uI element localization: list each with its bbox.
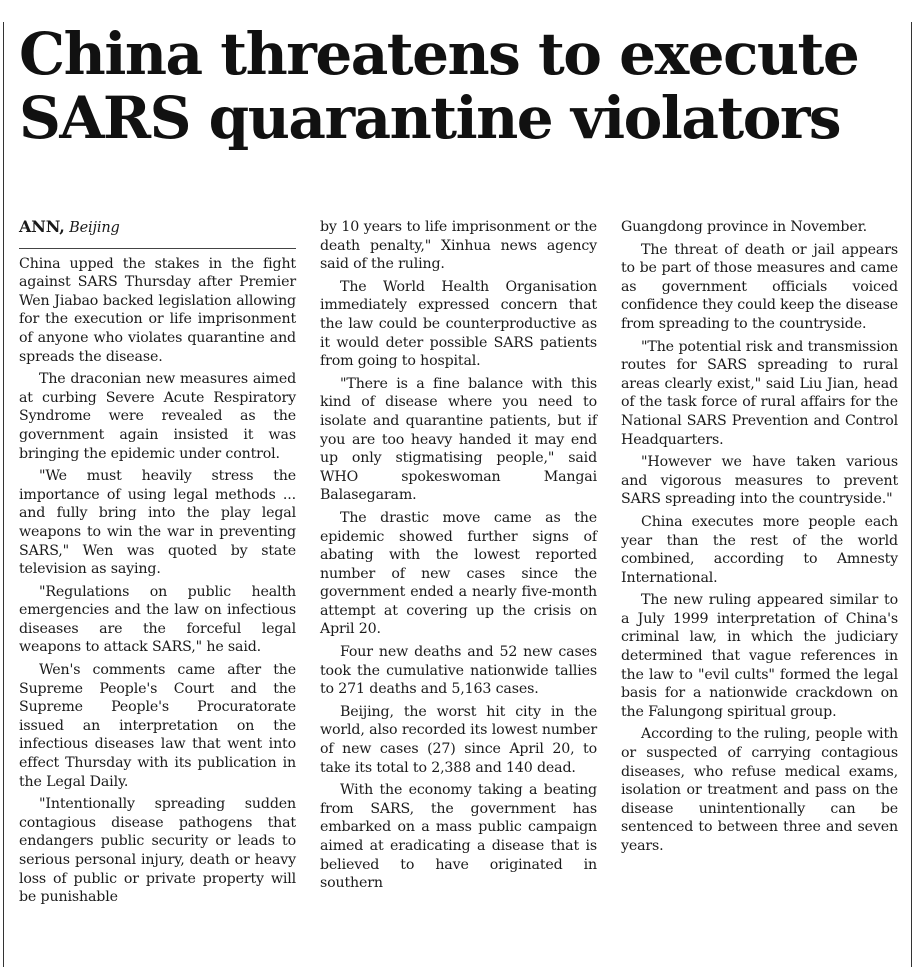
- paragraph: Beijing, the worst hit city in the world, also recorded its lowest number of new cases (27) since April 20, to take its total to 2,388 and 140 dead.: [320, 703, 597, 776]
- paragraph: With the economy taking a beating from SARS, the government has embarked on a mass public campaign aimed at eradicating a disease that is believed to have originated in southern: [320, 782, 597, 892]
- paragraph: China upped the stakes in the fight against SARS Thursday after Premier Wen Jiabao backed legislation allowing for the execution or life imprisonment of anyone who violates quarantine and spreads the disease.: [19, 255, 296, 365]
- article-column-1: [19, 218, 296, 911]
- paragraph: The threat of death or jail appears to be part of those measures and came as government officials voiced confidence they could keep the disease from spreading to the countryside.: [621, 241, 898, 332]
- paragraph: The World Health Organisation immediately expressed concern that the law could be counterproductive as it would deter possible SARS patients from going to hospital.: [320, 278, 597, 370]
- paragraph: The drastic move came as the epidemic showed further signs of abating with the lowest reported number of new cases since the government ended a nearly five-month attempt at covering up the crisis on April 20.: [320, 509, 597, 638]
- byline: [19, 218, 296, 249]
- paragraph: "However we have taken various and vigorous measures to prevent SARS spreading into the countryside.": [621, 454, 898, 508]
- paragraph: According to the ruling, people with or suspected of carrying contagious diseases, who refuse medical exams, isolation or treatment and pass on the disease unintentionally can be sentenced to between three and seven years.: [621, 726, 898, 854]
- article-column-2: [320, 218, 597, 897]
- paragraph: "We must heavily stress the importance of using legal methods ... and fully bring into the play legal weapons to win the war in preventing SARS," Wen was quoted by state television as saying.: [19, 468, 296, 578]
- left-column-rule: [3, 22, 4, 967]
- paragraph: The draconian new measures aimed at curbing Severe Acute Respiratory Syndrome were revealed as the government again insisted it was bringing the epidemic under control.: [19, 371, 296, 462]
- paragraph: by 10 years to life imprisonment or the death penalty," Xinhua news agency said of the ruling.: [320, 219, 597, 273]
- article-column-3: [621, 218, 898, 860]
- byline-place: Beijing: [69, 220, 120, 236]
- paragraph: "There is a fine balance with this kind of disease where you need to isolate and quarantine patients, but if you are too heavy handed it may end up only stigmatising people," said WHO spokeswoman Mangai Balasegaram.: [320, 375, 597, 504]
- paragraph: "Regulations on public health emergencies and the law on infectious diseases are the forceful legal weapons to attack SARS," he said.: [19, 583, 296, 656]
- paragraph: "Intentionally spreading sudden contagious disease pathogens that endangers public security or leads to serious personal injury, death or heavy loss of public or private property will be punishable: [19, 796, 296, 906]
- paragraph: Guangdong province in November.: [621, 219, 868, 235]
- headline: China threatens to execute SARS quarantine violators: [19, 20, 859, 152]
- byline-author: ANN,: [19, 217, 65, 236]
- paragraph: Four new deaths and 52 new cases took the cumulative nationwide tallies to 271 deaths and 5,163 cases.: [320, 644, 597, 698]
- paragraph: "The potential risk and transmission routes for SARS spreading to rural areas clearly exist," said Liu Jian, head of the task force of rural affairs for the National SARS Prevention and Control Headquarters.: [621, 338, 898, 448]
- right-column-rule: [911, 22, 912, 967]
- paragraph: China executes more people each year than the rest of the world combined, according to Amnesty International.: [621, 513, 898, 586]
- paragraph: The new ruling appeared similar to a July 1999 interpretation of China's criminal law, in which the judiciary determined that vague references in the law to "evil cults" formed the legal basis for a nationwide crackdown on the Falungong spiritual group.: [621, 592, 898, 720]
- paragraph: Wen's comments came after the Supreme People's Court and the Supreme People's Procuratorate issued an interpretation on the infectious diseases law that went into effect Thursday with its publication in the Legal Daily.: [19, 662, 296, 790]
